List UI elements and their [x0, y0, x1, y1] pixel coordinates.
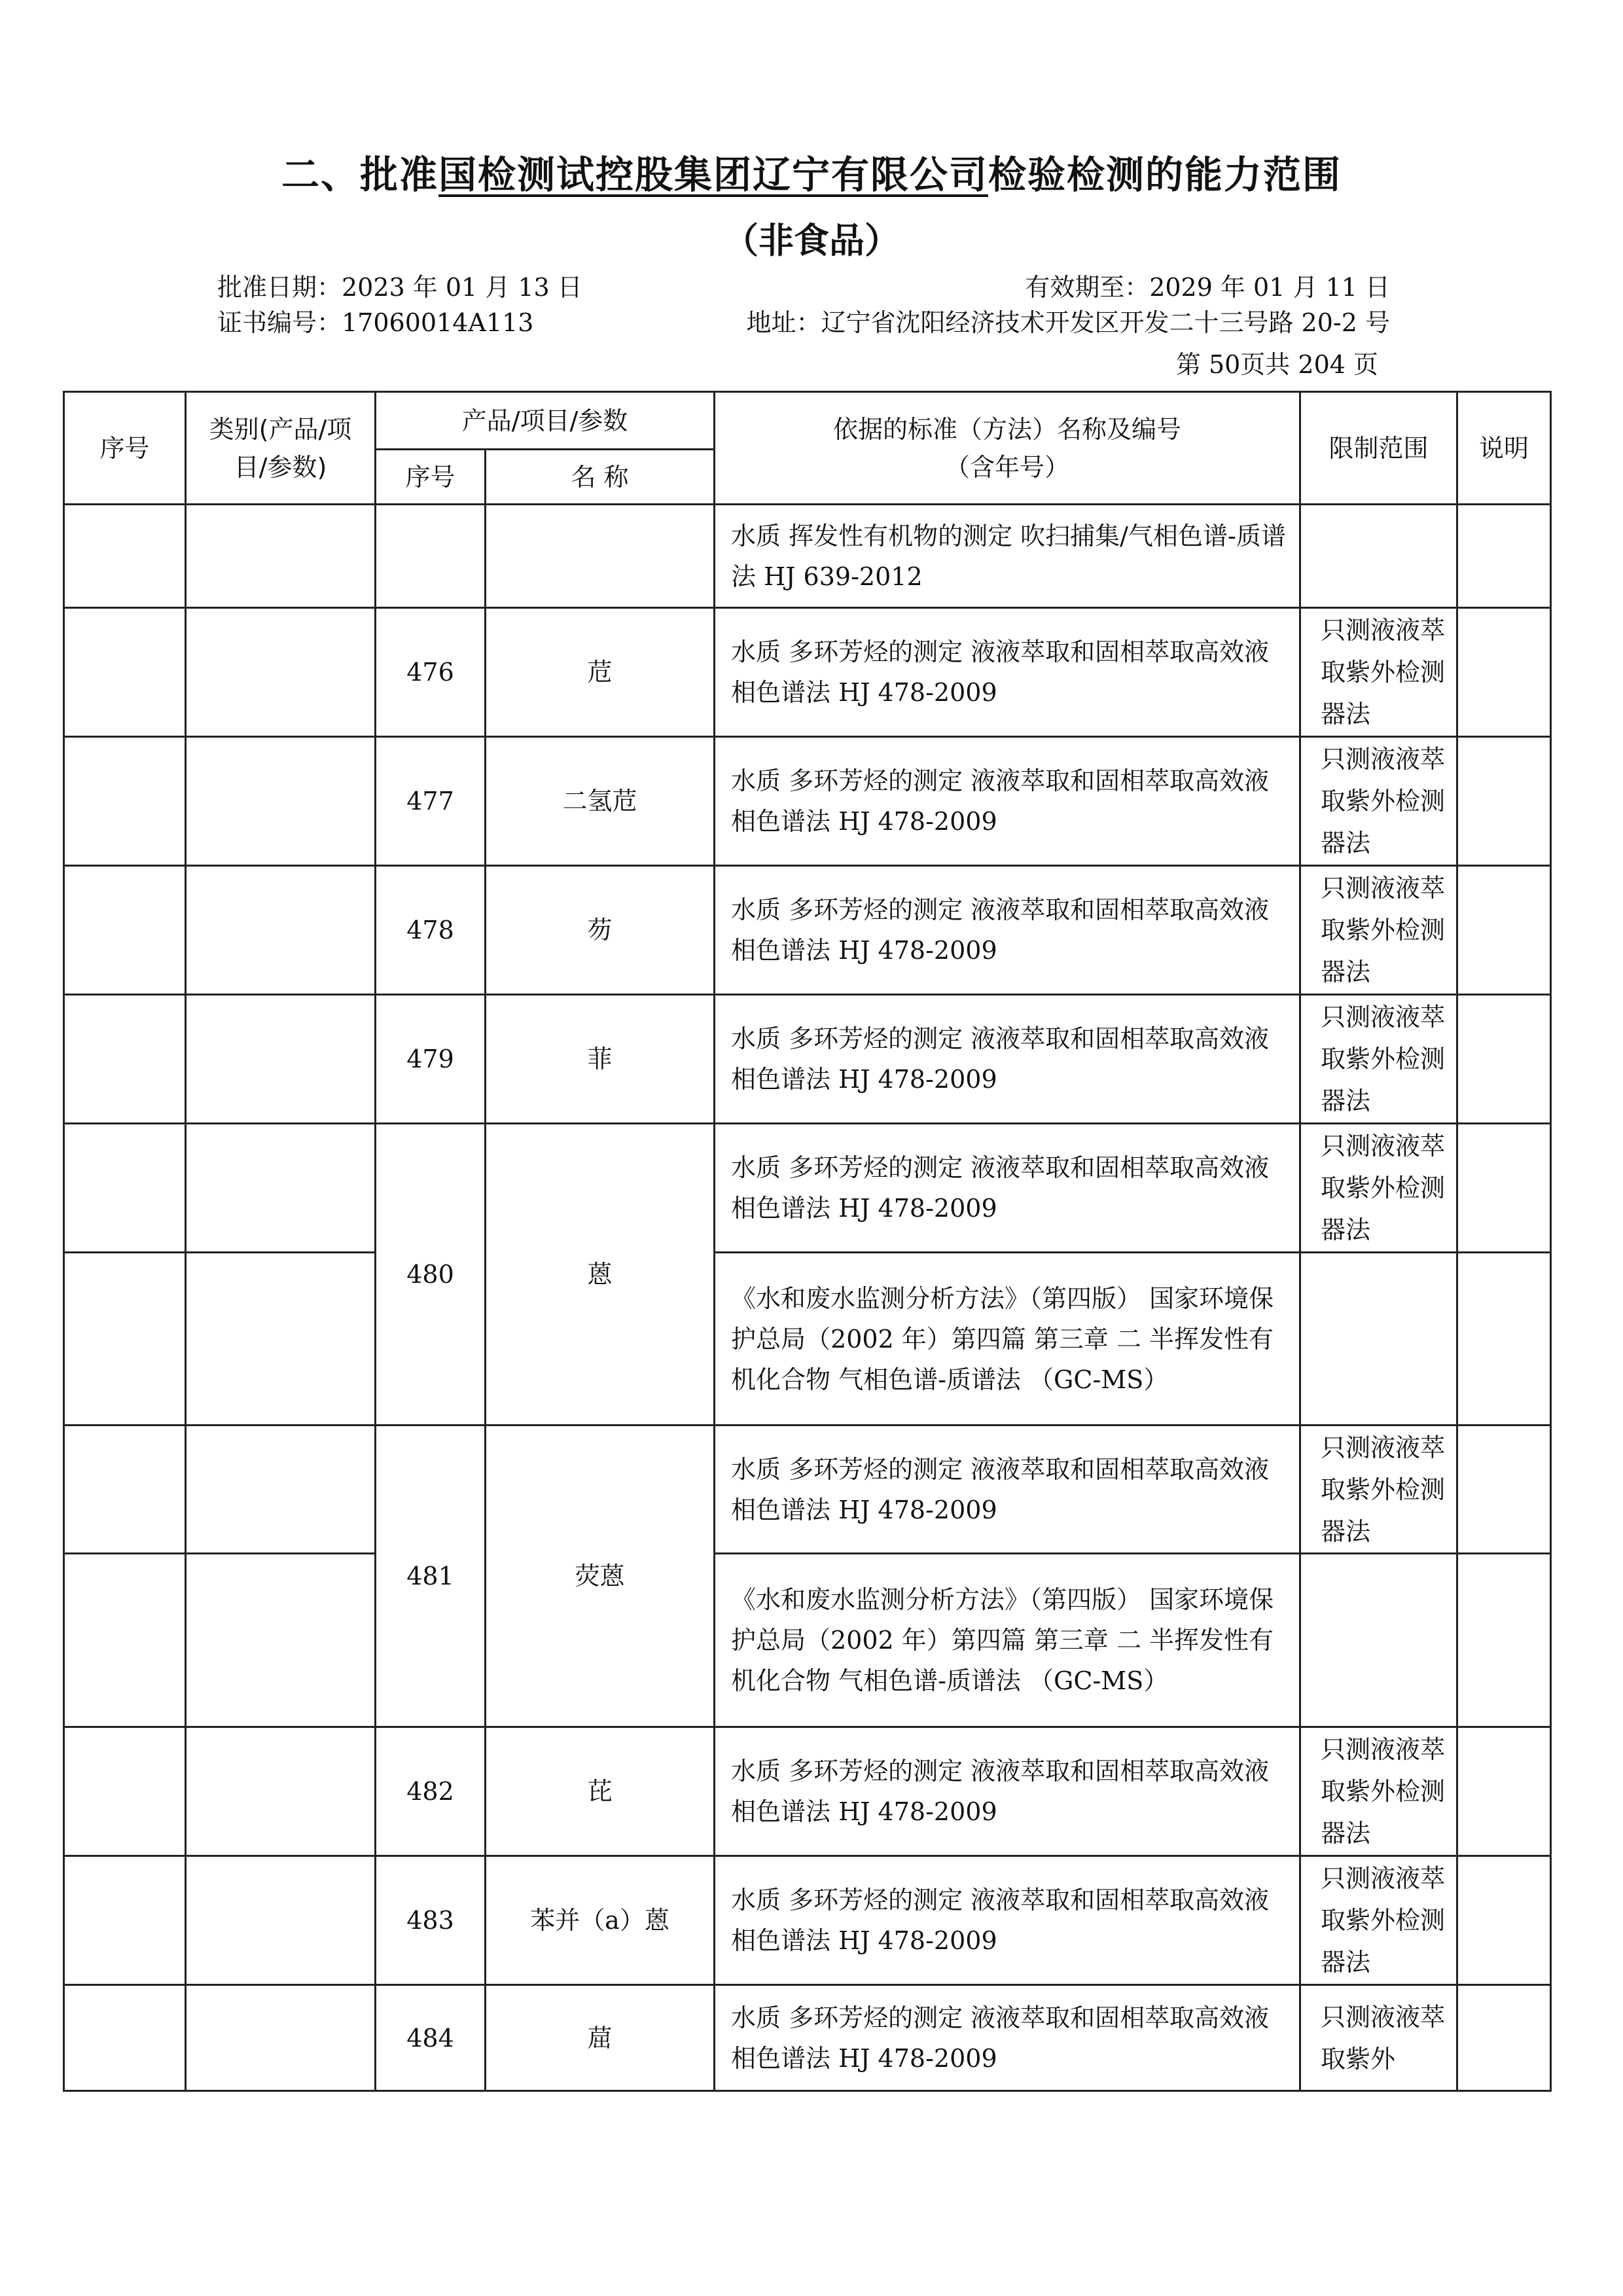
table-row — [64, 1253, 1551, 1426]
limit-cell — [1300, 1554, 1457, 1727]
capability-table — [63, 391, 1552, 2092]
item-name: 芴 — [486, 866, 715, 995]
item-name: 荧蒽 — [486, 1426, 715, 1727]
limit-cell: 只测液液萃取紫外检测器法 — [1300, 1727, 1457, 1856]
header-limit: 限制范围 — [1300, 392, 1457, 505]
standard-cell: 水质 多环芳烃的测定 液液萃取和固相萃取高效液相色谱法 HJ 478-2009 — [715, 1856, 1300, 1985]
standard-cell: 水质 多环芳烃的测定 液液萃取和固相萃取高效液相色谱法 HJ 478-2009 — [715, 608, 1300, 737]
item-name: 二氢苊 — [486, 737, 715, 866]
standard-cell: 水质 多环芳烃的测定 液液萃取和固相萃取高效液相色谱法 HJ 478-2009 — [715, 1124, 1300, 1253]
limit-cell — [1300, 505, 1457, 608]
item-name — [486, 505, 715, 608]
limit-cell: 只测液液萃取紫外检测器法 — [1300, 995, 1457, 1124]
item-number: 482 — [376, 1727, 486, 1856]
table-row — [64, 1985, 1551, 2091]
table-row — [64, 866, 1551, 995]
limit-cell: 只测液液萃取紫外检测器法 — [1300, 737, 1457, 866]
item-number: 479 — [376, 995, 486, 1124]
standard-cell: 水质 多环芳烃的测定 液液萃取和固相萃取高效液相色谱法 HJ 478-2009 — [715, 1985, 1300, 2091]
header-category: 类别(产品/项目/参数) — [186, 392, 376, 505]
item-number — [376, 505, 486, 608]
page-number: 第 50页共 204 页 — [1175, 350, 1378, 379]
standard-cell: 水质 多环芳烃的测定 液液萃取和固相萃取高效液相色谱法 HJ 478-2009 — [715, 995, 1300, 1124]
header-standard: 依据的标准（方法）名称及编号（含年号） — [715, 392, 1300, 505]
item-number: 480 — [376, 1124, 486, 1426]
limit-cell: 只测液液萃取紫外检测器法 — [1300, 1856, 1457, 1985]
title-organization: 国检测试控股集团辽宁有限公司 — [438, 152, 988, 197]
page-subtitle: （非食品） — [723, 220, 900, 261]
item-name: 菲 — [486, 995, 715, 1124]
table-row — [64, 1554, 1551, 1727]
standard-cell: 水质 多环芳烃的测定 液液萃取和固相萃取高效液相色谱法 HJ 478-2009 — [715, 737, 1300, 866]
valid-until: 有效期至：2029 年 01 月 11 日 — [1025, 273, 1390, 302]
table-row — [64, 1426, 1551, 1554]
limit-cell: 只测液液萃取紫外 — [1300, 1985, 1457, 2091]
item-name: 苯并（a）蒽 — [486, 1856, 715, 1985]
header-sub-name: 名 称 — [486, 450, 715, 505]
item-number: 477 — [376, 737, 486, 866]
title-prefix: 二、批准 — [281, 152, 438, 197]
standard-cell: 《水和废水监测分析方法》（第四版） 国家环境保护总局（2002 年）第四篇 第三章 二 半挥发性有机化合物 气相色谱-质谱法 （GC-MS） — [715, 1253, 1300, 1426]
standard-cell: 水质 挥发性有机物的测定 吹扫捕集/气相色谱-质谱法 HJ 639-2012 — [715, 505, 1300, 608]
certificate-number: 证书编号：17060014A113 — [217, 308, 534, 337]
standard-cell: 《水和废水监测分析方法》（第四版） 国家环境保护总局（2002 年）第四篇 第三章 二 半挥发性有机化合物 气相色谱-质谱法 （GC-MS） — [715, 1554, 1300, 1727]
item-name: 蒽 — [486, 1124, 715, 1426]
limit-cell: 只测液液萃取紫外检测器法 — [1300, 1426, 1457, 1554]
table-row — [64, 608, 1551, 737]
item-number: 484 — [376, 1985, 486, 2091]
table-row — [64, 737, 1551, 866]
header-sub-seq: 序号 — [376, 450, 486, 505]
table-row — [64, 995, 1551, 1124]
limit-cell: 只测液液萃取紫外检测器法 — [1300, 608, 1457, 737]
item-number: 478 — [376, 866, 486, 995]
limit-cell — [1300, 1253, 1457, 1426]
item-name: 芘 — [486, 1727, 715, 1856]
page-title — [0, 144, 1623, 199]
header-seq: 序号 — [64, 392, 186, 505]
approve-date: 批准日期：2023 年 01 月 13 日 — [217, 273, 582, 302]
standard-cell: 水质 多环芳烃的测定 液液萃取和固相萃取高效液相色谱法 HJ 478-2009 — [715, 1426, 1300, 1554]
item-name: 䓛 — [486, 1985, 715, 2091]
standard-cell: 水质 多环芳烃的测定 液液萃取和固相萃取高效液相色谱法 HJ 478-2009 — [715, 866, 1300, 995]
limit-cell: 只测液液萃取紫外检测器法 — [1300, 866, 1457, 995]
limit-cell: 只测液液萃取紫外检测器法 — [1300, 1124, 1457, 1253]
header-product: 产品/项目/参数 — [376, 392, 715, 450]
item-name: 苊 — [486, 608, 715, 737]
item-number: 481 — [376, 1426, 486, 1727]
item-number: 483 — [376, 1856, 486, 1985]
title-suffix: 检验检测的能力范围 — [988, 152, 1342, 197]
table-row — [64, 1856, 1551, 1985]
address: 地址：辽宁省沈阳经济技术开发区开发二十三号路 20-2 号 — [746, 308, 1390, 337]
header-note: 说明 — [1457, 392, 1551, 505]
standard-cell: 水质 多环芳烃的测定 液液萃取和固相萃取高效液相色谱法 HJ 478-2009 — [715, 1727, 1300, 1856]
item-number: 476 — [376, 608, 486, 737]
table-row — [64, 1124, 1551, 1253]
table-row — [64, 505, 1551, 608]
table-row — [64, 1727, 1551, 1856]
